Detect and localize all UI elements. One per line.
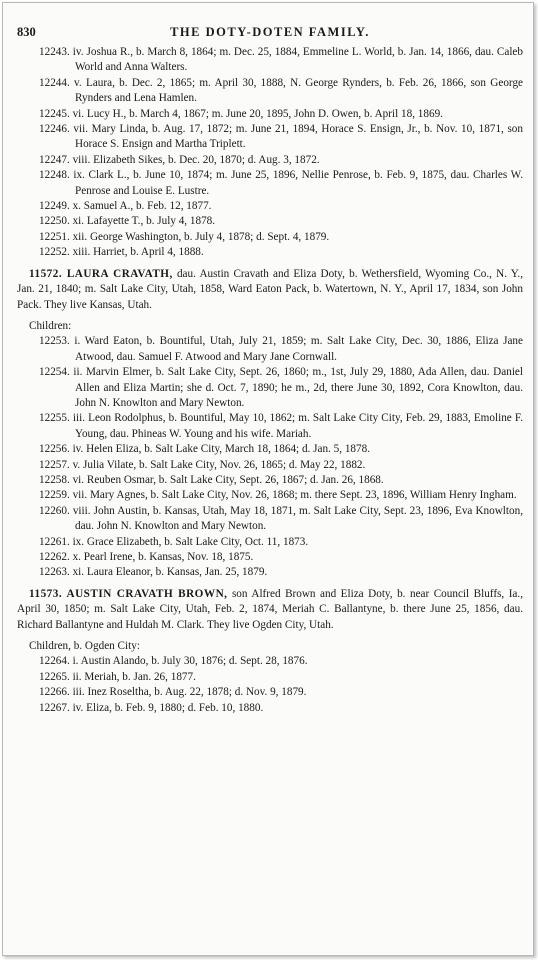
entry-12252: 12252. xiii. Harriet, b. April 4, 1888. <box>39 246 204 259</box>
entries-block-2 <box>17 334 523 581</box>
entry-12258: 12258. vi. Reuben Osmar, b. Salt Lake City, Sept. 26, 1867; d. Jan. 26, 1868. <box>39 473 384 486</box>
entry-12244: 12244. v. Laura, b. Dec. 2, 1865; m. April 30, 1888, N. George Rynders, b. Feb. 26, 1866, son George Rynders and Lena Hamlen. <box>39 76 523 105</box>
family-text-11573: son Alfred Brown and Eliza Doty, b. near Council Bluffs, Ia., April 30, 1850; m. Salt Lake City, Utah, Feb. 2, 1874, Meriah C. Ballantyne, b. there June 25, 1856, dau. Richard Ballantyne and Huldah M. Clark. They live Ogden City, Utah. <box>17 587 523 631</box>
entry-12267: 12267. iv. Eliza, b. Feb. 9, 1880; d. Feb. 10, 1880. <box>39 701 264 714</box>
family-heading-11572: 11572. LAURA CRAVATH, <box>29 267 173 280</box>
page-number: 830 <box>17 25 36 39</box>
entry-12255: 12255. iii. Leon Rodolphus, b. Bountiful, May 10, 1862; m. Salt Lake City City, Feb. 29, 1883, Emoline F. Young, dau. Phineas W. Young and his wife. Mariah. <box>39 412 523 440</box>
entry-12261: 12261. ix. Grace Elizabeth, b. Salt Lake City, Oct. 11, 1873. <box>39 535 309 548</box>
family-text-11572: dau. Austin Cravath and Eliza Doty, b. Wethersfield, Wyoming Co., N. Y., Jan. 21, 1840; m. Salt Lake City, Utah, 1858, Ward Eaton Pack, b. Watertown, N. Y., April 17, 1834, son John Pack. They live Kansas, Utah. <box>17 267 523 311</box>
page-header <box>17 25 523 45</box>
family-paragraph-11573 <box>17 587 523 633</box>
entry-12263: 12263. xi. Laura Eleanor, b. Kansas, Jan. 25, 1879. <box>39 566 268 579</box>
entries-block-3 <box>17 654 523 716</box>
children-label-1: Children: <box>29 319 72 332</box>
entry-12253: 12253. i. Ward Eaton, b. Bountiful, Utah, July 21, 1859; m. Salt Lake City, Dec. 30, 1886, Eliza Jane Atwood, dau. Samuel F. Atwood and Mary Jane Cornwall. <box>39 335 523 363</box>
entry-12259: 12259. vii. Mary Agnes, b. Salt Lake City, Nov. 26, 1868; m. there Sept. 23, 1896, William Henry Ingham. <box>39 489 517 502</box>
entry-12246: 12246. vii. Mary Linda, b. Aug. 17, 1872; m. June 21, 1894, Horace S. Ensign, Jr., b. Nov. 10, 1871, son Horace S. Ensign and Martha Triplett. <box>39 123 523 151</box>
entry-12262: 12262. x. Pearl Irene, b. Kansas, Nov. 18, 1875. <box>39 551 254 563</box>
entry-12251: 12251. xii. George Washington, b. July 4, 1878; d. Sept. 4, 1879. <box>39 230 330 243</box>
entry-12250: 12250. xi. Lafayette T., b. July 4, 1878. <box>39 215 216 228</box>
entries-block-1 <box>17 45 523 261</box>
entry-12254: 12254. ii. Marvin Elmer, b. Salt Lake City, Sept. 26, 1860; m., 1st, July 29, 1880, Ada Allen, dau. Daniel Allen and Eliza Martin; she d. Oct. 7, 1890; he m., 2d, there June 30, 1892, Cora Knowlton, dau. John N. Knowlton and Mary Newton. <box>39 366 523 409</box>
family-heading-11573: 11573. AUSTIN CRAVATH BROWN, <box>29 587 228 600</box>
children-label-2: Children, b. Ogden City: <box>29 640 140 653</box>
entry-12264: 12264. i. Austin Alando, b. July 30, 1876; d. Sept. 28, 1876. <box>39 655 308 668</box>
entry-12248: 12248. ix. Clark L., b. June 10, 1874; m. June 25, 1896, Nellie Penrose, b. Feb. 9, 1875, dau. Charles W. Penrose and Louise E. Lustre. <box>39 169 523 197</box>
entry-12247: 12247. viii. Elizabeth Sikes, b. Dec. 20, 1870; d. Aug. 3, 1872. <box>39 153 320 166</box>
entry-12266: 12266. iii. Inez Roseltha, b. Aug. 22, 1878; d. Nov. 9, 1879. <box>39 686 307 699</box>
entry-12249: 12249. x. Samuel A., b. Feb. 12, 1877. <box>39 200 212 213</box>
entry-12260: 12260. viii. John Austin, b. Kansas, Utah, May 18, 1871, m. Salt Lake City, Sept. 23, 1896, Eva Knowlton, dau. John N. Knowlton and Mary Newton. <box>39 504 523 533</box>
page-title: THE DOTY-DOTEN FAMILY. <box>170 25 370 39</box>
family-paragraph-11572 <box>17 267 523 313</box>
entry-12243: 12243. iv. Joshua R., b. March 8, 1864; m. Dec. 25, 1884, Emmeline L. World, b. Jan. 14, 1866, dau. Caleb World and Anna Walters. <box>39 46 523 74</box>
entry-12256: 12256. iv. Helen Eliza, b. Salt Lake City, March 18, 1864; d. Jan. 5, 1878. <box>39 443 371 456</box>
entry-12265: 12265. ii. Meriah, b. Jan. 26, 1877. <box>39 670 196 683</box>
entry-12245: 12245. vi. Lucy H., b. March 4, 1867; m. June 20, 1895, John D. Owen, b. April 18, 1869. <box>39 107 443 120</box>
entry-12257: 12257. v. Julia Vilate, b. Salt Lake City, Nov. 26, 1865; d. May 22, 1882. <box>39 458 366 471</box>
book-page <box>17 25 523 716</box>
page-frame <box>2 2 534 956</box>
